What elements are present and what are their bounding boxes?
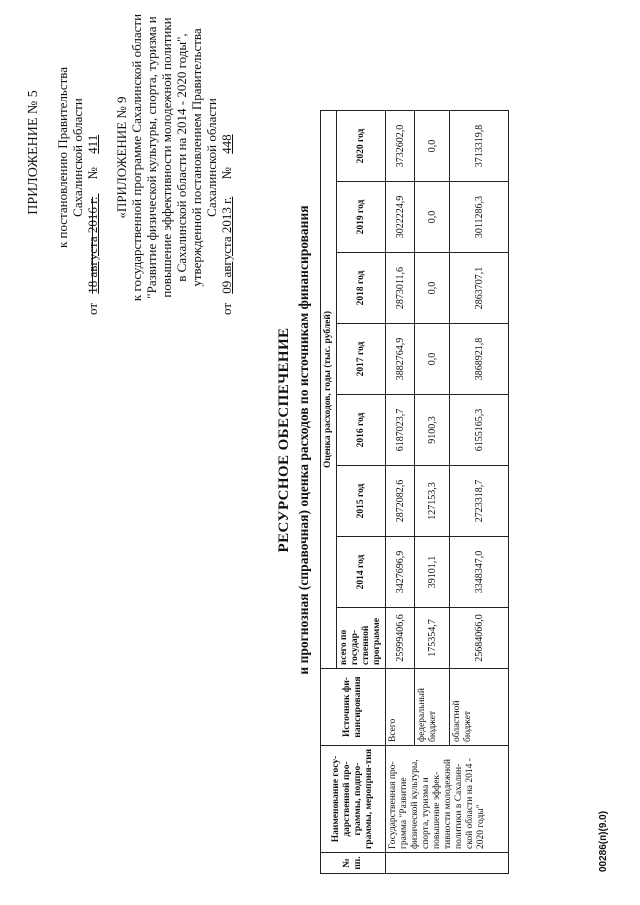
col-year-header: 2017 год <box>337 324 386 395</box>
value-cell: 127153,3 <box>415 466 450 537</box>
value-cell: 3022224,9 <box>386 182 415 253</box>
value-cell: 3011286,3 <box>450 182 509 253</box>
program-number: 448 <box>219 134 234 154</box>
decree-date-line: от 18 августа 2016 г. № 411 <box>85 0 100 315</box>
estimate-header: Оценка расходов, годы (тыс. рублей) <box>321 111 337 669</box>
col-no-header: № пп. <box>321 853 386 874</box>
source-cell: областной бюджет <box>450 669 509 746</box>
value-cell: 6155165,3 <box>450 395 509 466</box>
col-total-header: всего по государ-ственной программе <box>337 608 386 669</box>
value-cell: 3348347,0 <box>450 537 509 608</box>
col-year-header: 2016 год <box>337 395 386 466</box>
document-subtitle: и прогнозная (справочная) оценка расходов по источникам финансирования <box>296 205 311 675</box>
header-line: к постановлению Правительства <box>55 66 70 249</box>
program-date: 09 августа 2013 г. <box>219 196 234 294</box>
table-header-row <box>321 111 337 874</box>
col-year-header: 2015 год <box>337 466 386 537</box>
program-name-cell: Государственная про-грамма "Развитие физической культуры, спорта, туризма и повышение эффек-тивности молодежной политики в Сахалин-ской области на 2014 - 2020 годы" <box>386 746 509 853</box>
value-cell: 2723318,7 <box>450 466 509 537</box>
value-cell: 3713319,8 <box>450 111 509 182</box>
approval-header <box>26 0 234 315</box>
appendix-title: ПРИЛОЖЕНИЕ № 5 <box>26 90 41 215</box>
resource-table <box>320 110 509 874</box>
col-year-header: 2018 год <box>337 253 386 324</box>
total-cell: 25999406,6 <box>386 608 415 669</box>
col-name-header: Наименование госу-дарственной про-граммы, подпро-граммы, мероприя-тия <box>321 746 386 853</box>
value-cell: 2872082,6 <box>386 466 415 537</box>
value-cell: 3882764,9 <box>386 324 415 395</box>
value-cell: 9100,3 <box>415 395 450 466</box>
table-row <box>386 111 415 874</box>
col-year-header: 2020 год <box>337 111 386 182</box>
value-cell: 0,0 <box>415 111 450 182</box>
rotated-page <box>18 0 618 880</box>
header-line: к государственной программе Сахалинской области <box>129 13 144 302</box>
header-line: в Сахалинской области на 2014 - 2020 годы", <box>174 33 189 282</box>
value-cell: 6187023,7 <box>386 395 415 466</box>
document-code: 00286(п)(9.0) <box>598 810 609 872</box>
document-title: РЕСУРСНОЕ ОБЕСПЕЧЕНИЕ <box>276 327 292 553</box>
row-no-cell <box>386 853 509 874</box>
value-cell: 3868921,8 <box>450 324 509 395</box>
header-line: утвержденной постановлением Правительства <box>189 28 204 287</box>
decree-number: 411 <box>85 134 100 154</box>
col-year-header: 2014 год <box>337 537 386 608</box>
value-cell: 0,0 <box>415 253 450 324</box>
appendix9-title: «ПРИЛОЖЕНИЕ № 9 <box>114 96 129 219</box>
value-cell: 0,0 <box>415 182 450 253</box>
total-cell: 175354,7 <box>415 608 450 669</box>
value-cell: 2863707,1 <box>450 253 509 324</box>
header-line: Сахалинской области <box>70 98 85 217</box>
header-line: Сахалинской области <box>204 98 219 217</box>
value-cell: 3732602,0 <box>386 111 415 182</box>
value-cell: 0,0 <box>415 324 450 395</box>
value-cell: 2873011,6 <box>386 253 415 324</box>
source-cell: Всего <box>386 669 415 746</box>
value-cell: 39101,1 <box>415 537 450 608</box>
col-source-header: Источник фи-нансирования <box>321 669 386 746</box>
value-cell: 3427696,9 <box>386 537 415 608</box>
header-line: повышение эффективности молодежной политики <box>159 17 174 298</box>
header-line: "Развитие физической культуры, спорта, туризма и <box>144 16 159 299</box>
program-date-line: от 09 августа 2013 г. № 448 <box>219 0 234 315</box>
col-year-header: 2019 год <box>337 182 386 253</box>
decree-date: 18 августа 2016 г. <box>85 196 100 294</box>
total-cell: 25684066,0 <box>450 608 509 669</box>
source-cell: федеральный бюджет <box>415 669 450 746</box>
